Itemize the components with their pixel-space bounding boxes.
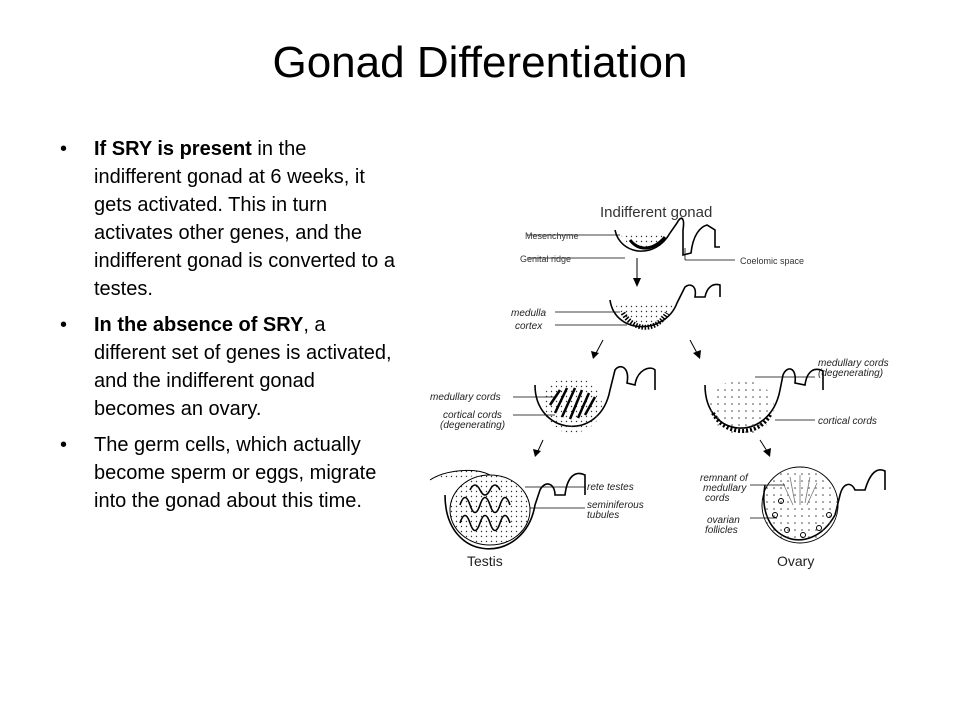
label-ovarian-1: ovarian	[707, 515, 740, 526]
label-remnant-3: cords	[705, 493, 730, 504]
bullet-list	[60, 135, 395, 523]
label-rete-testes: rete testes	[587, 482, 634, 493]
testis-developing-shape	[535, 367, 655, 433]
bullet-text: in the indifferent gonad at 6 weeks, it gets activated. This in turn activates other genes, and the indifferent gonad is converted to a testes.	[94, 138, 395, 300]
diagram-title: Indifferent gonad	[600, 204, 713, 221]
ovary-developing-shape	[705, 369, 823, 435]
testis-shape	[430, 470, 585, 548]
bullet-item	[60, 431, 395, 515]
medulla-cortex-shape	[610, 285, 720, 328]
bullet-text: , a different set of genes is activated, and the indifferent gonad becomes an ovary.	[94, 314, 392, 420]
label-remnant-1: remnant of	[700, 473, 748, 484]
label-cortical-cords-left-2: (degenerating)	[440, 420, 506, 431]
label-remnant-2: medullary	[703, 483, 747, 494]
label-medullary-cords-right-1: medullary cords	[818, 358, 889, 369]
label-seminiferous-1: seminiferous	[587, 500, 644, 511]
bullet-text: The germ cells, which actually become sperm or eggs, migrate into the gonad about this time.	[94, 434, 377, 512]
slide-title: Gonad Differentiation	[272, 38, 688, 87]
gonad-differentiation-diagram	[415, 185, 915, 585]
label-medullary-cords-right-2: (degenerating)	[818, 368, 884, 379]
indifferent-gonad-shape	[615, 218, 720, 255]
label-ovarian-2: follicles	[705, 525, 738, 536]
label-cortical-cords-right: cortical cords	[818, 416, 877, 427]
label-coelomic-space: Coelomic space	[740, 256, 805, 266]
label-testis: Testis	[467, 553, 503, 569]
arrow-right-icon	[690, 340, 697, 353]
bullet-item	[60, 135, 395, 303]
label-genital-ridge: Genital ridge	[520, 254, 572, 264]
label-medulla: medulla	[511, 308, 547, 319]
arrow-ovary-icon	[760, 440, 767, 451]
bullet-item	[60, 311, 395, 423]
label-mesenchyme: Mesenchyme	[525, 231, 579, 241]
bullet-bold: If SRY is present	[94, 138, 252, 160]
label-cortex: cortex	[515, 321, 543, 332]
ovary-shape	[762, 467, 885, 543]
label-medullary-cords-left: medullary cords	[430, 392, 501, 403]
label-cortical-cords-left-1: cortical cords	[443, 410, 502, 421]
label-seminiferous-2: tubules	[587, 510, 620, 521]
label-ovary: Ovary	[777, 553, 815, 569]
bullet-bold: In the absence of SRY	[94, 314, 304, 336]
